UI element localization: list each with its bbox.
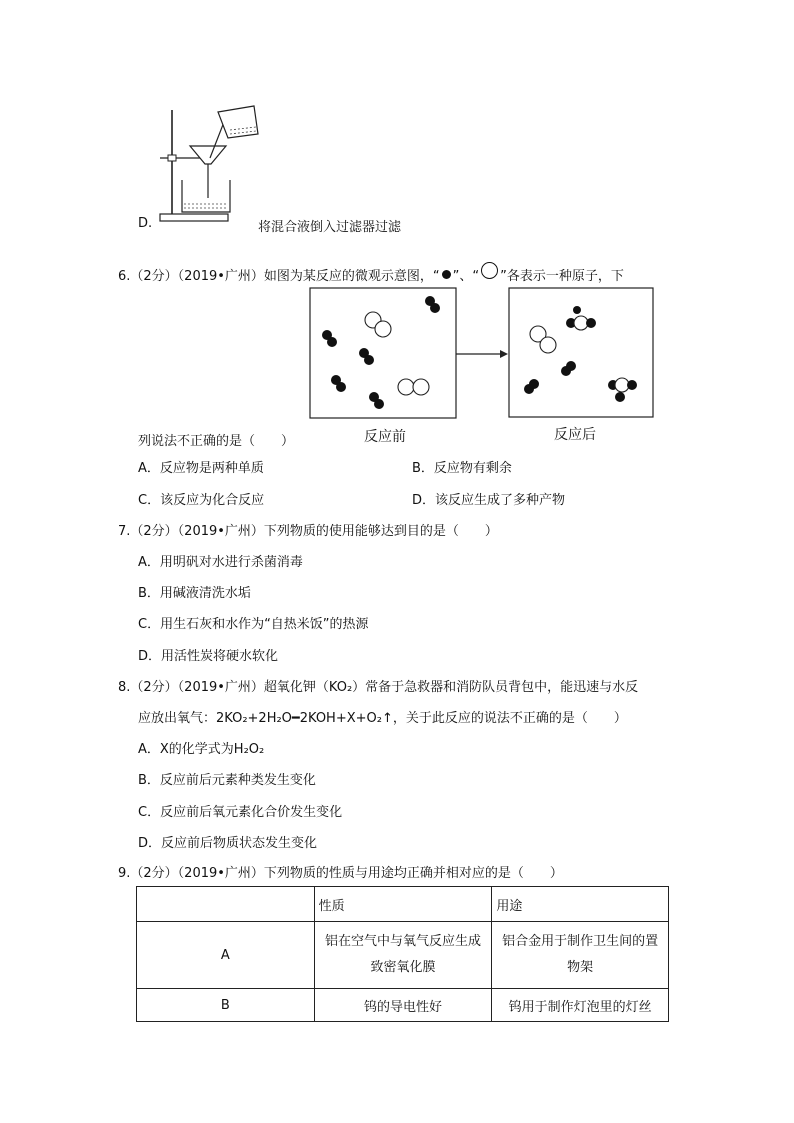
q8-option-b: B．反应前后元素种类发生变化 [138, 773, 316, 788]
q7-option-d: D．用活性炭将硬水软化 [138, 649, 279, 664]
table-cell: 钨的导电性好 [314, 989, 492, 1022]
q6-stem-part-c: ”各表示一种原子，下 [500, 269, 624, 284]
q8-stem-line1: 8.（2分）（2019•广州）超氧化钾（KO₂）常备于急救器和消防队员背包中，能迅速与水反 [118, 680, 639, 695]
q9-stem: 9.（2分）（2019•广州）下列物质的性质与用途均正确并相对应的是（ ） [118, 866, 563, 881]
filtration-apparatus-figure [150, 100, 270, 225]
black-atom-icon [442, 270, 451, 279]
q8-option-c: C．反应前后氧元素化合价发生变化 [138, 805, 343, 820]
q5-option-d-letter: D. [138, 216, 153, 231]
table-row [137, 989, 669, 1022]
table-cell: 铝在空气中与氧气反应生成致密氧化膜 [314, 922, 492, 989]
q6-stem-part-a: 6.（2分）（2019•广州）如图为某反应的微观示意图，“ [118, 269, 440, 284]
table-cell: A [137, 922, 315, 989]
q6-stem-continued: 列说法不正确的是（ ） [138, 434, 295, 449]
table-cell: 铝合金用于制作卫生间的置物架 [492, 922, 669, 989]
q7-stem: 7.（2分）（2019•广州）下列物质的使用能够达到目的是（ ） [118, 524, 498, 539]
table-header-cell [137, 887, 315, 922]
label-before-reaction: 反应前 [364, 429, 406, 445]
table-row [137, 922, 669, 989]
q8-option-d: D．反应前后物质状态发生变化 [138, 836, 318, 851]
q5-option-d-text: 将混合液倒入过滤器过滤 [258, 220, 402, 235]
q8-stem-line2: 应放出氧气：2KO₂+2H₂O━2KOH+X+O₂↑，关于此反应的说法不正确的是（ ） [138, 711, 627, 726]
table-header-cell: 性质 [314, 887, 492, 922]
label-after-reaction: 反应后 [554, 427, 596, 443]
q7-option-c: C．用生石灰和水作为“自热米饭”的热源 [138, 617, 369, 632]
table-cell: B [137, 989, 315, 1022]
q7-option-a: A．用明矾对水进行杀菌消毒 [138, 555, 303, 570]
q6-option-d: D．该反应生成了多种产物 [412, 493, 566, 508]
table-cell: 钨用于制作灯泡里的灯丝 [492, 989, 669, 1022]
after-reaction-box [509, 288, 653, 417]
q9-table [136, 886, 669, 1022]
q6-option-a: A．反应物是两种单质 [138, 461, 264, 476]
q6-option-b: B．反应物有剩余 [412, 461, 512, 476]
q7-option-b: B．用碱液清洗水垢 [138, 586, 251, 601]
q8-option-a: A．X的化学式为H₂O₂ [138, 742, 265, 757]
q6-stem-part-b: ”、“ [452, 269, 480, 284]
table-header-row [137, 887, 669, 922]
reaction-micro-diagram [300, 284, 670, 424]
table-header-cell: 用途 [492, 887, 669, 922]
q6-stem [118, 262, 624, 284]
q6-option-c: C．该反应为化合反应 [138, 493, 265, 508]
white-atom-icon [481, 262, 498, 279]
